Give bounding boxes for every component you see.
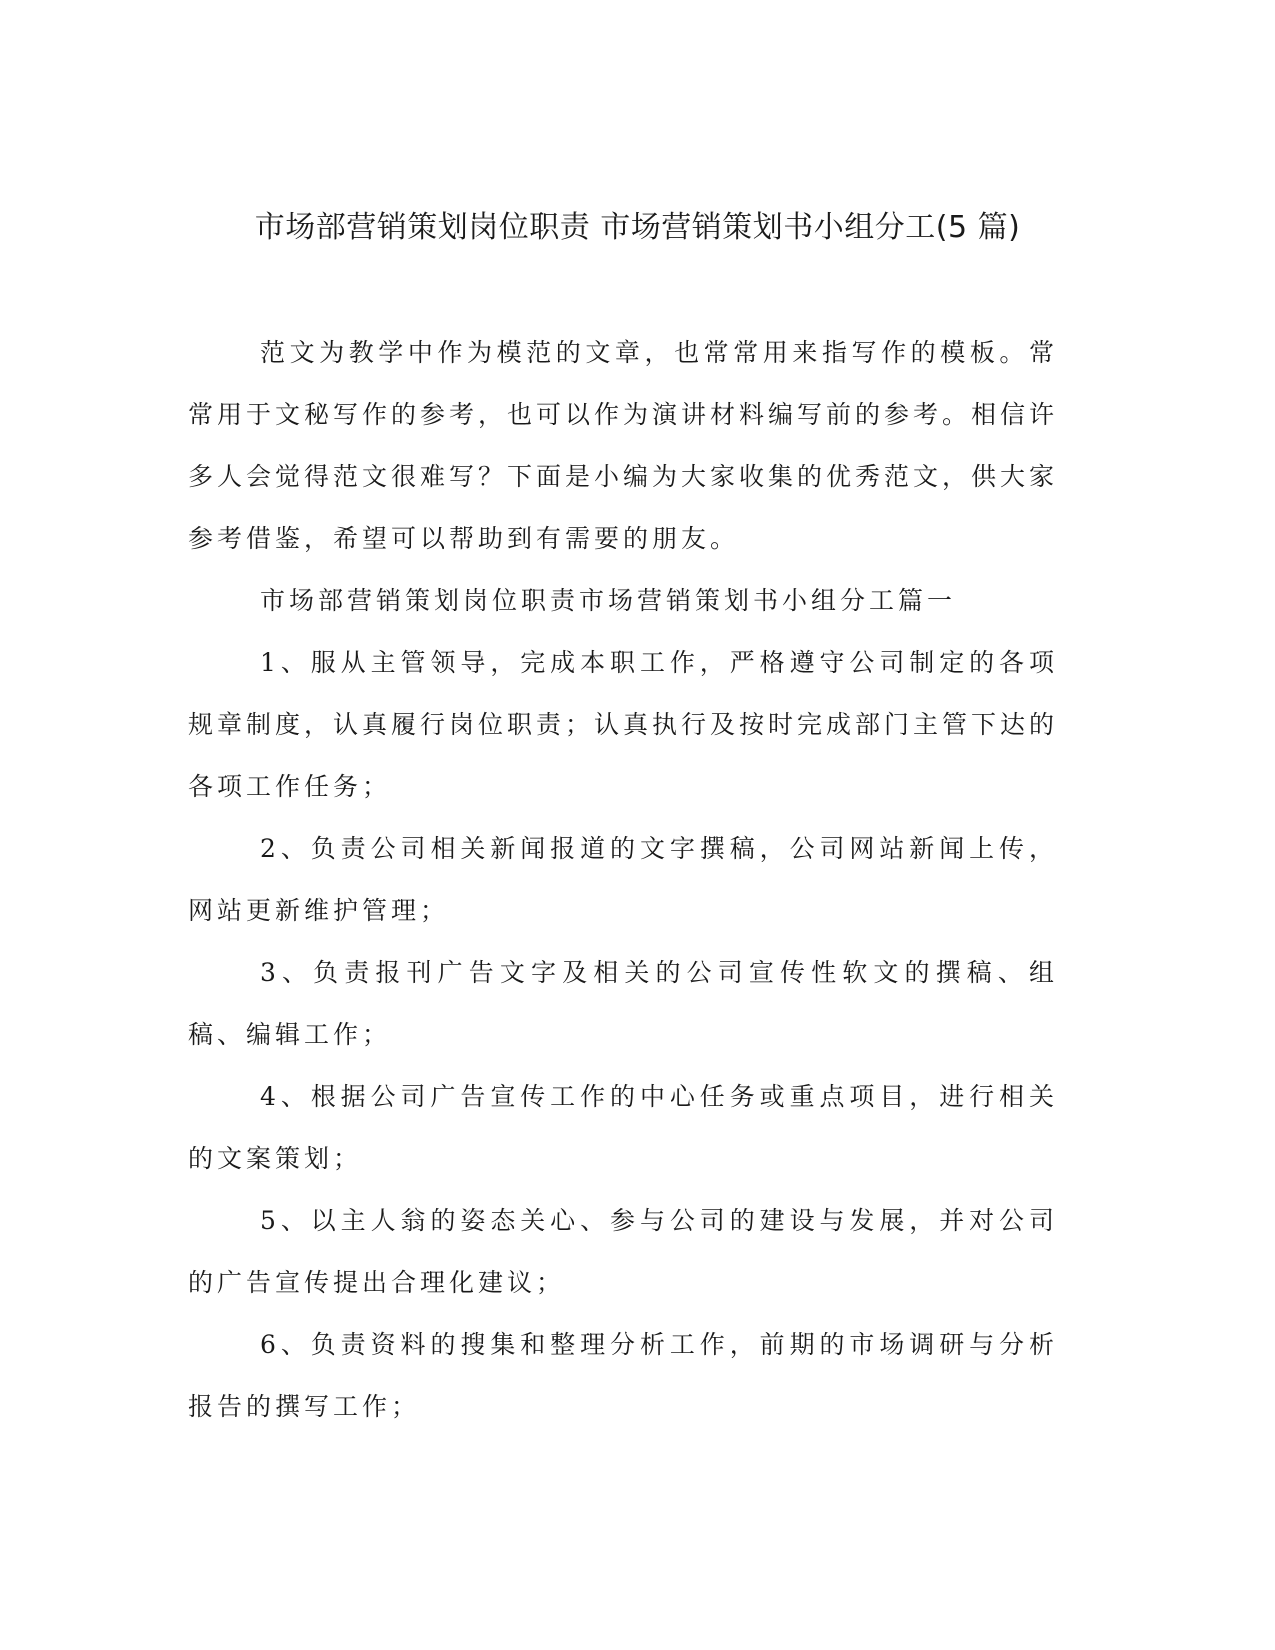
duty-item-6: 6、负责资料的搜集和整理分析工作，前期的市场调研与分析报告的撰写工作； xyxy=(188,1330,1058,1421)
duty-item-3: 3、负责报刊广告文字及相关的公司宣传性软文的撰稿、组稿、编辑工作； xyxy=(188,958,1058,1049)
duty-item-1: 1、服从主管领导，完成本职工作，严格遵守公司制定的各项规章制度，认真履行岗位职责；认真执行及按时完成部门主管下达的各项工作任务； xyxy=(188,648,1059,801)
duty-item-2: 2、负责公司相关新闻报道的文字撰稿，公司网站新闻上传，网站更新维护管理； xyxy=(188,834,1058,925)
document-title: 市场部营销策划岗位职责 市场营销策划书小组分工(5 篇) xyxy=(254,210,1021,245)
duty-item-5: 5、以主人翁的姿态关心、参与公司的建设与发展，并对公司的广告宣传提出合理化建议； xyxy=(188,1206,1058,1297)
duty-item-4: 4、根据公司广告宣传工作的中心任务或重点项目，进行相关的文案策划； xyxy=(188,1082,1058,1173)
section-heading: 市场部营销策划岗位职责市场营销策划书小组分工篇一 xyxy=(260,586,957,615)
document-body xyxy=(188,322,1058,1438)
intro-paragraph: 范文为教学中作为模范的文章，也常常用来指写作的模板。常常用于文秘写作的参考，也可以作为演讲材料编写前的参考。相信许多人会觉得范文很难写？下面是小编为大家收集的优秀范文，供大家参考借鉴，希望可以帮助到有需要的朋友。 xyxy=(188,338,1059,553)
